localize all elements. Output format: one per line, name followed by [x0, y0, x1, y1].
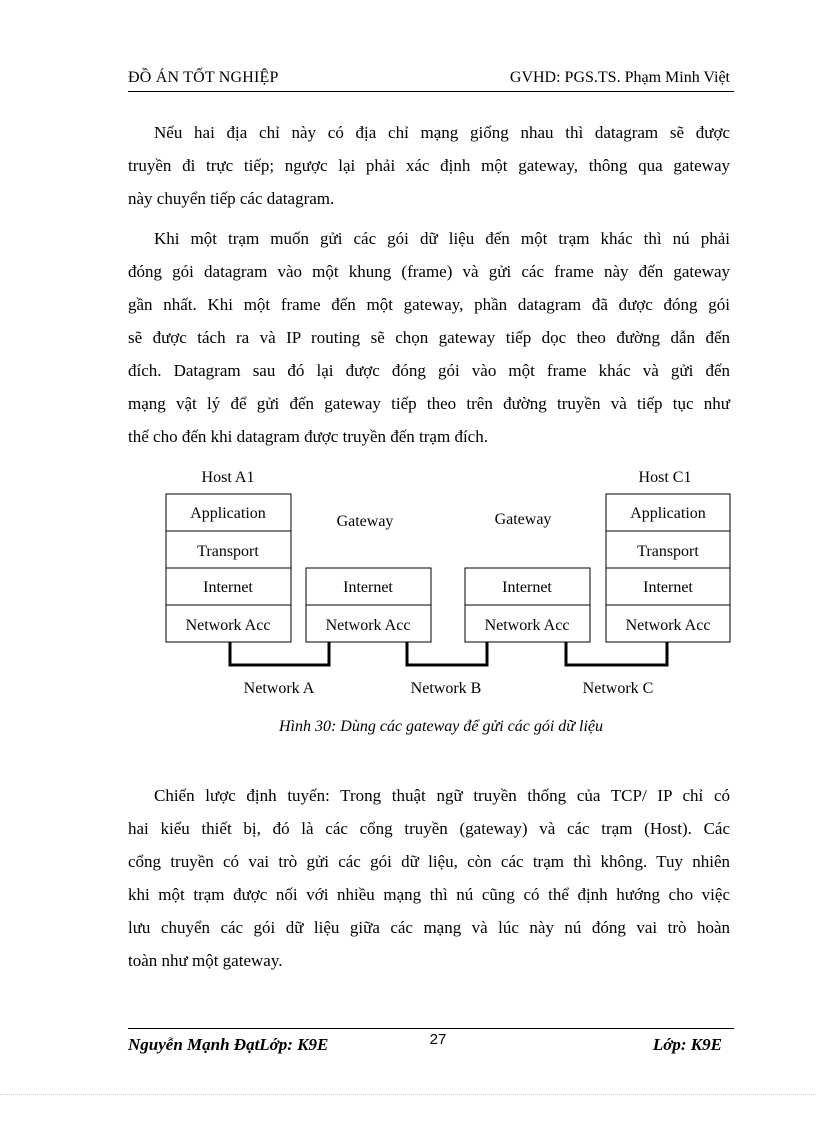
host-a-network-label: Network Acc	[185, 617, 271, 634]
host-a-internet-label: Internet	[203, 579, 253, 596]
host-c-network-label: Network Acc	[625, 617, 711, 634]
page-number: 27	[429, 1031, 447, 1048]
host-a-title: Host A1	[201, 469, 255, 486]
header-supervisor: GVHD: PGS.TS. Phạm Minh Việt	[509, 69, 730, 86]
paragraph-line: khi một trạm được nối với nhiều mạng thì nú cũng có thể định hướng cho việc	[128, 885, 730, 904]
paragraph-line: này chuyển tiếp các datagram.	[128, 189, 335, 208]
paragraph-line: cổng truyền có vai trò gửi các gói dữ liệu, còn các trạm thì không. Tuy nhiên	[128, 852, 730, 871]
gateway-2-label: Gateway	[494, 511, 552, 528]
figure-caption: Hình 30: Dùng các gateway để gửi các gói dữ liệu	[278, 718, 604, 735]
paragraph-line: lưu chuyển các gói dữ liệu giữa các mạng và lúc này nú đóng vai trò hoàn	[128, 918, 730, 937]
paragraph-line: mạng vật lý để gửi đến gateway tiếp theo trên đường truyền và tiếp tục như	[128, 394, 730, 413]
footer-divider	[128, 1028, 734, 1029]
paragraph-line: sẽ được tách ra và IP routing sẽ chọn gateway tiếp dọc theo đường dẫn đến	[128, 328, 730, 347]
network-c-link	[566, 642, 667, 665]
paragraph-line: Khi một trạm muốn gửi các gói dữ liệu đến một trạm khác thì nú phải	[154, 229, 730, 248]
page-bottom-edge	[0, 1094, 816, 1095]
gateway-1-network-label: Network Acc	[325, 617, 411, 634]
gateway-1-label: Gateway	[336, 513, 394, 530]
paragraph-line: Nếu hai địa chỉ này có địa chỉ mạng giống nhau thì datagram sẽ được	[154, 123, 730, 142]
paragraph-3	[128, 779, 730, 977]
paragraph-line: đóng gói datagram vào một khung (frame) và gửi các frame này đến gateway	[128, 262, 730, 281]
gateway-2-network-label: Network Acc	[484, 617, 570, 634]
host-c-title: Host C1	[638, 469, 692, 486]
paragraph-line: truyền đi trực tiếp; ngược lại phải xác định một gateway, thông qua gateway	[128, 156, 730, 175]
network-b-label: Network B	[410, 680, 482, 697]
footer-class: Lớp: K9E	[652, 1035, 722, 1054]
paragraph-line: thế cho đến khi datagram được truyền đến trạm đích.	[128, 427, 488, 446]
host-c-application-label: Application	[630, 505, 706, 522]
gateway-1-internet-label: Internet	[343, 579, 393, 596]
paragraph-line: gần nhất. Khi một frame đến một gateway, phần datagram đã được đóng gói	[128, 295, 730, 314]
host-a-application-label: Application	[190, 505, 266, 522]
network-c-label: Network C	[582, 680, 654, 697]
host-c-transport-label: Transport	[637, 543, 699, 560]
paragraph-line: toàn như một gateway.	[128, 951, 283, 970]
network-a-label: Network A	[243, 680, 315, 697]
paragraph-line: hai kiểu thiết bị, đó là các cổng truyền (gateway) và các trạm (Host). Các	[128, 819, 730, 838]
network-b-link	[407, 642, 487, 665]
paragraph-line: Chiến lược định tuyến: Trong thuật ngữ truyền thống của TCP/ IP chỉ có	[154, 786, 730, 805]
header-title: ĐỒ ÁN TỐT NGHIỆP	[128, 69, 279, 86]
gateway-2-internet-label: Internet	[502, 579, 552, 596]
paragraph-line: đích. Datagram sau đó lại được đóng gói vào một frame khác và gửi đến	[128, 361, 730, 380]
host-c-internet-label: Internet	[643, 579, 693, 596]
footer-author: Nguyễn Mạnh ĐạtLớp: K9E	[128, 1035, 329, 1054]
host-a-transport-label: Transport	[197, 543, 259, 560]
network-a-link	[230, 642, 329, 665]
